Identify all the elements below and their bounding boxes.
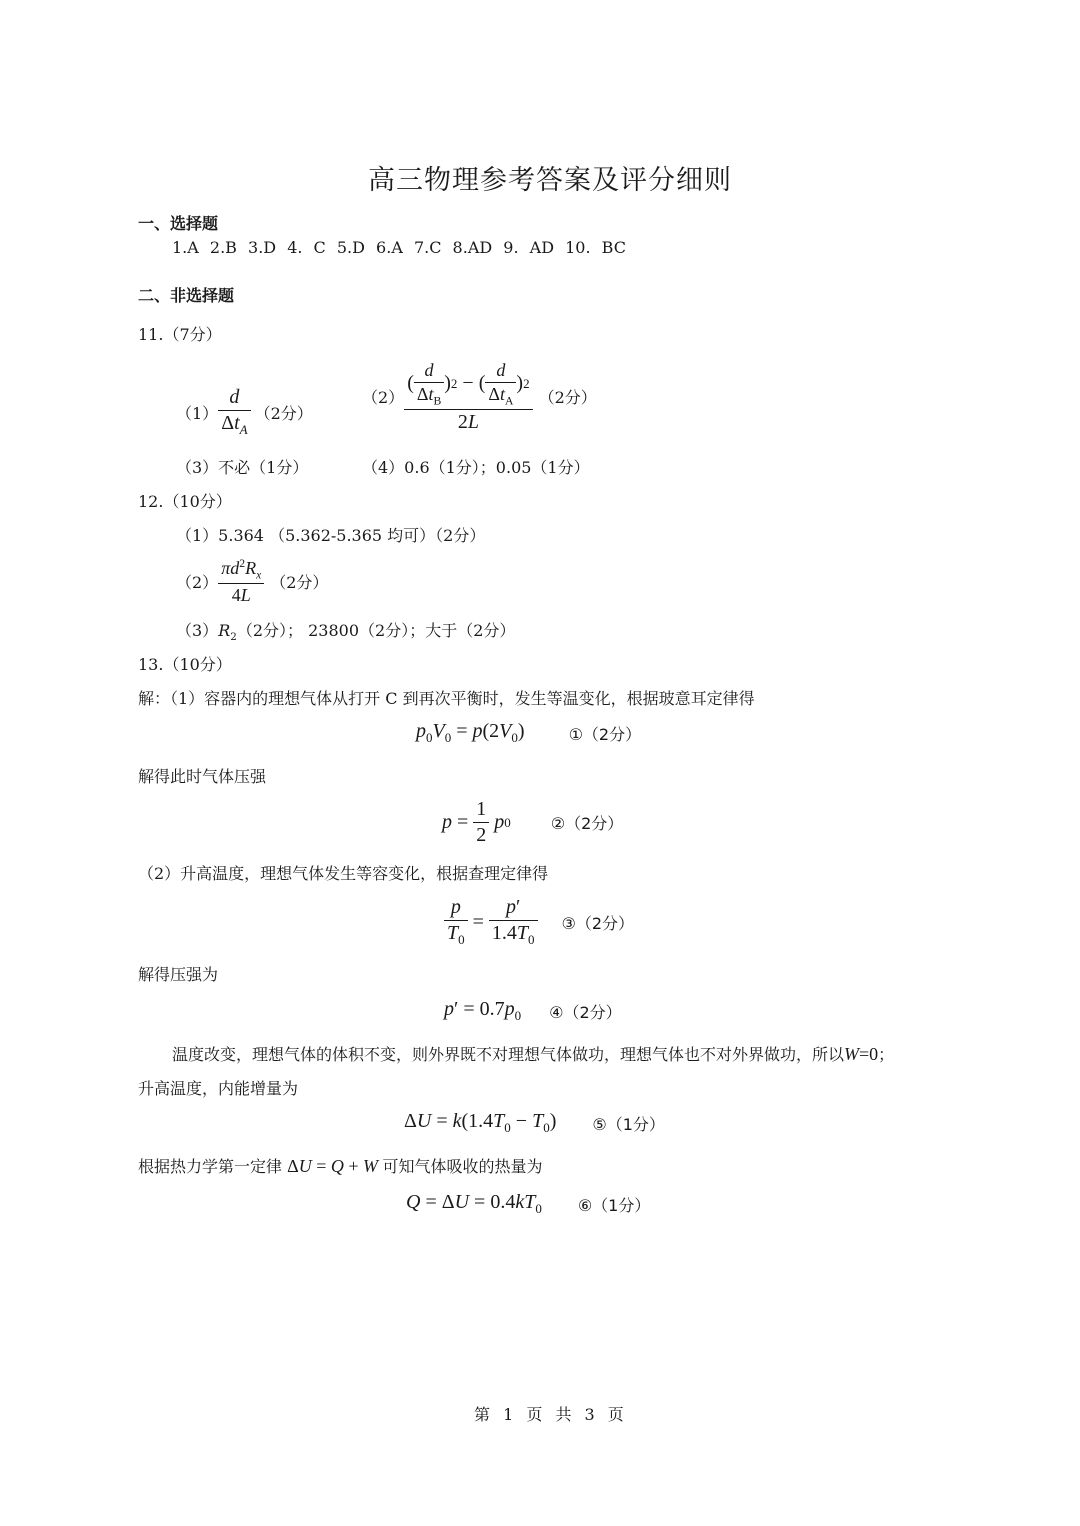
q13-eq6-mark: ⑥（1分） [577,1195,651,1215]
q11-p2-formula: ( $\frac{d}{\Delta t_B}$ ) 2 − ( $\frac{d}{\Delta t_A}$ ) 2 2L [404,360,532,434]
page-footer: 第 1 页 共 3 页 [474,1405,628,1424]
q13-eq2-mark: ②（2分） [550,814,624,833]
q11-part2 [362,360,597,434]
q13-line6: 根据热力学第一定律 ΔU = Q + W 可知气体吸收的热量为 [138,1156,543,1176]
q13-eq3-mark: ③（2分） [561,913,635,933]
q11-header: 11.（7分） [138,325,222,344]
q13-eq2 [442,798,623,847]
q12-header: 12.（10分） [138,492,232,511]
q11-part1 [176,386,313,438]
q13-eq6-formula: $Q = \Delta U = 0.4kT_0$ [406,1191,542,1216]
q13-eq5-formula: $\Delta U = k(1.4T_0 - T_0)$ [404,1110,557,1135]
q13-intro: 解：（1）容器内的理想气体从打开 C 到再次平衡时，发生等温变化，根据玻意耳定律得 [138,689,755,708]
q13-eq5 [404,1110,665,1136]
q13-eq4 [444,998,622,1024]
q12-p2-formula: $\frac{\pi d^2R_x}{4L}$ [218,557,264,606]
q12-part2 [176,557,328,606]
q13-header: 13.（10分） [138,655,232,674]
q13-eq6 [406,1191,650,1217]
q13-eq2-formula: p = $\frac{1}{2}$ p 0 [442,798,511,846]
q12-p2-label: （2） [176,572,219,592]
q12-p2-score: （2分） [270,572,329,592]
q13-line4: 解得压强为 [138,965,219,984]
q13-line5a: 温度改变，理想气体的体积不变，则外界既不对理想气体做功，理想气体也不对外界做功，所以W=0； [172,1044,895,1064]
section-heading-choice: 一、选择题 [138,214,219,233]
q13-eq1-mark: ①（2分） [568,724,642,744]
q11-p1-label: （1） [176,403,219,423]
q11-part3: （3）不必（1分） [176,458,309,477]
choice-answers: 1.A 2.B 3.D 4. C 5.D 6.A 7.C 8.AD 9. AD 10. BC [172,238,626,257]
q13-eq1 [416,720,641,746]
q13-eq4-formula: $p' = 0.7p_0$ [444,998,522,1023]
q13-line2: 解得此时气体压强 [138,767,267,786]
q13-eq5-mark: ⑤（1分） [592,1114,665,1134]
q11-p2-label: （2） [362,388,405,408]
q13-eq3 [444,896,634,948]
q11-part4: （4）0.6（1分）；0.05（1分） [362,458,590,477]
q13-line5b: 升高温度，内能增量为 [138,1079,299,1098]
q13-eq1-formula: $p_0V_0 = p(2V_0)$ [416,720,525,745]
q13-eq3-formula: $\frac{p}{T_0}$ = $\frac{p'}{1.4T_0}$ [444,896,538,948]
q13-line3: （2）升高温度，理想气体发生等容变化，根据查理定律得 [138,864,549,883]
q13-eq4-mark: ④（2分） [549,1002,622,1022]
q11-p2-score: （2分） [538,388,597,408]
q12-part3: $(3)R_2(2$分）； 23800（2分）；大于（2分） [176,621,516,644]
q11-p1-formula: $\frac{d}{\Delta t_A}$ [218,386,250,438]
q11-p1-score: （2分） [254,403,313,423]
section-heading-nonchoice: 二、非选择题 [138,286,235,305]
page-title: 高三物理参考答案及评分细则 [368,165,732,196]
q12-part1: （1）5.364 （5.362-5.365 均可）（2分） [176,526,486,545]
